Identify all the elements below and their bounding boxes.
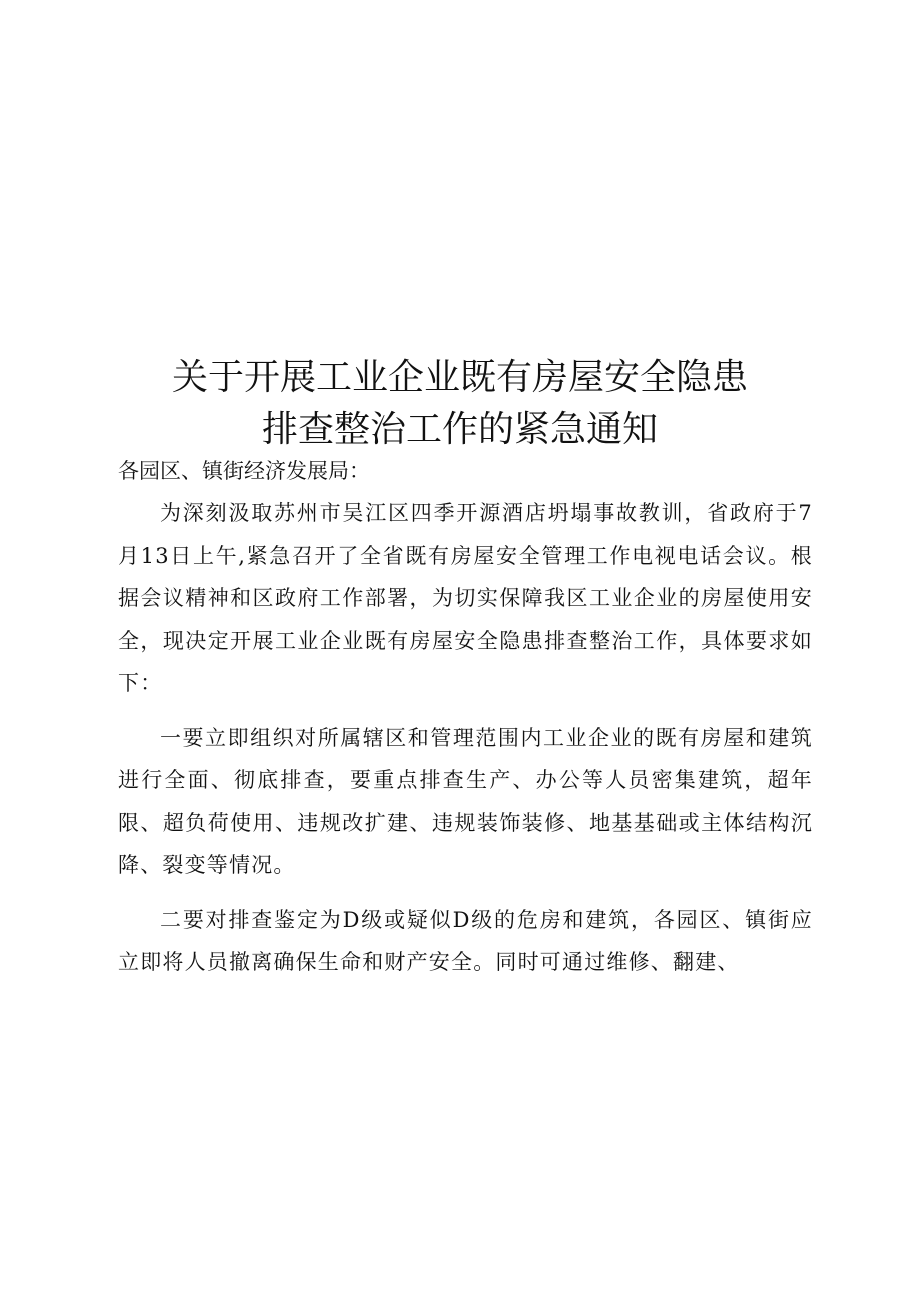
document-body: [118, 450, 813, 996]
title-line-2: 排查整治工作的紧急通知: [261, 409, 658, 450]
title-line-1: 关于开展工业企业既有房屋安全隐患: [171, 357, 748, 398]
paragraph-requirement-2: 二要对排查鉴定为D级或疑似D级的危房和建筑，各园区、镇街应立即将人员撤离确保生命和财产安全。同时可通过维修、翻建、: [118, 907, 813, 974]
salutation: 各园区、镇街经济发展局：: [118, 459, 370, 483]
document-title: [0, 352, 920, 456]
paragraph-requirement-1: 一要立即组织对所属辖区和管理范围内工业企业的既有房屋和建筑进行全面、彻底排查，要重点排查生产、办公等人员密集建筑，超年限、超负荷使用、违规改扩建、违规装饰装修、地基基础或主体结构沉降、裂变等情况。: [118, 725, 813, 877]
paragraph-intro: 为深刻汲取苏州市吴江区四季开源酒店坍塌事故教训，省政府于7月13日上午,紧急召开了全省既有房屋安全管理工作电视电话会议。根据会议精神和区政府工作部署，为切实保障我区工业企业的房屋使用安全，现决定开展工业企业既有房屋安全隐患排查整治工作，具体要求如下：: [118, 501, 813, 695]
